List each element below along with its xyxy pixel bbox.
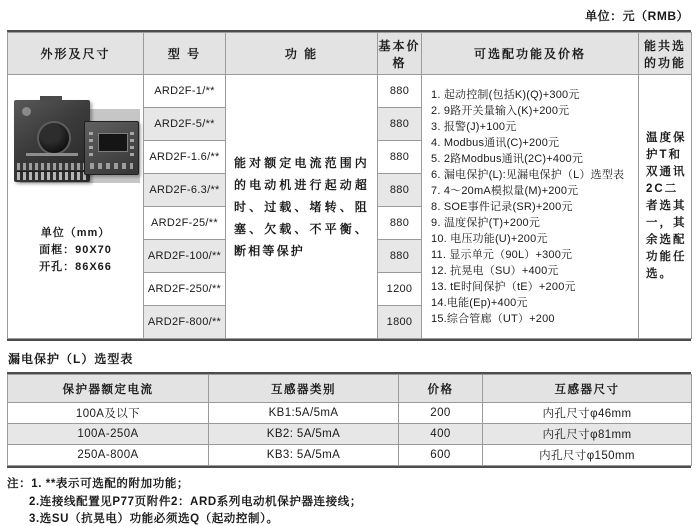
model-cell: ARD2F-250/**: [144, 273, 226, 306]
leakage-row: [8, 424, 692, 445]
transformer-size-cell: 内孔尺寸φ46mm: [483, 403, 692, 424]
dims-frame: 面框：90X70: [39, 244, 112, 256]
leakage-table-wrap: [7, 372, 691, 468]
panel-buttons: [90, 163, 133, 169]
options-cell: [422, 75, 639, 339]
main-price-table: [7, 32, 692, 339]
device-top-tab: [40, 96, 62, 101]
option-item: 6. 漏电保护(L):见漏电保护（L）选型表: [431, 168, 625, 181]
col-header-transformer-size: 互感器尺寸: [483, 375, 692, 403]
price-cell: 880: [378, 207, 422, 240]
price-cell: 880: [378, 174, 422, 207]
transformer-type-cell: KB3: 5A/5mA: [209, 445, 399, 466]
model-cell: ARD2F-1/**: [144, 75, 226, 108]
model-cell: ARD2F-25/**: [144, 207, 226, 240]
col-header-rated-current: 保护器额定电流: [8, 375, 209, 403]
panel-leds-left: [89, 130, 93, 156]
model-cell: ARD2F-100/**: [144, 240, 226, 273]
col-header-function: 功 能: [226, 33, 378, 75]
rated-current-cell: 250A-800A: [8, 445, 209, 466]
function-text: 能对额定电流范围内的电动机进行起动超时、过载、堵转、阻塞、欠载、不平衡、断相等保护: [234, 155, 369, 258]
model-cell: ARD2F-6.3/**: [144, 174, 226, 207]
notes: [7, 476, 691, 526]
col-header-options: 可选配功能及价格: [422, 33, 639, 75]
option-item: 11. 显示单元（90L）+300元: [431, 248, 573, 261]
transformer-type-cell: KB2: 5A/5mA: [209, 424, 399, 445]
leakage-table-title: 漏电保护（L）选型表: [8, 352, 134, 366]
option-item: 14.电能(Ep)+400元: [431, 296, 528, 309]
appearance-cell: [8, 75, 144, 339]
dims-cutout: 开孔：86X66: [39, 261, 112, 273]
rated-current-cell: 100A及以下: [8, 403, 209, 424]
option-item: 15.综合管廊（UT）+200: [431, 312, 555, 325]
protector-device-photo: [14, 100, 90, 182]
price-cell: 880: [378, 240, 422, 273]
col-header-model: 型 号: [144, 33, 226, 75]
device-logo-dot: [22, 107, 31, 116]
option-item: 5. 2路Modbus通讯(2C)+400元: [431, 152, 584, 165]
option-item: 13. tE时间保护（tE）+200元: [431, 280, 576, 293]
main-header-row: [8, 33, 692, 75]
product-photo: [12, 97, 140, 189]
col-header-base-price: 基本价格: [378, 33, 422, 75]
panel-leds-right: [130, 130, 134, 156]
price-cell: 200: [399, 403, 483, 424]
coselect-cell: [639, 75, 692, 339]
transformer-size-cell: 内孔尺寸φ150mm: [483, 445, 692, 466]
option-item: 4. Modbus通讯(C)+200元: [431, 136, 560, 149]
transformer-type-cell: KB1:5A/5mA: [209, 403, 399, 424]
unit-label: 单位：元（RMB）: [585, 9, 689, 23]
leakage-header-row: [8, 375, 692, 403]
col-header-price: 价格: [399, 375, 483, 403]
model-cell: ARD2F-5/**: [144, 108, 226, 141]
leakage-row: [8, 403, 692, 424]
device-terminal-row-upper: [17, 163, 87, 170]
price-cell: 880: [378, 141, 422, 174]
model-row: [8, 75, 692, 108]
panel-screen: [98, 133, 128, 152]
device-terminal-row-lower: [17, 171, 87, 180]
col-header-transformer-type: 互感器类别: [209, 375, 399, 403]
option-item: 12. 抗晃电（SU）+400元: [431, 264, 559, 277]
option-item: 1. 起动控制(包括K)(Q)+300元: [431, 88, 580, 101]
note-line-2: 2.连接线配置见P77页附件2：ARD系列电动机保护器连接线；: [29, 495, 362, 508]
price-cell: 880: [378, 75, 422, 108]
device-label-stripe: [26, 153, 78, 156]
option-item: 3. 报警(J)+100元: [431, 120, 517, 133]
option-item: 9. 温度保护(T)+200元: [431, 216, 541, 229]
price-cell: 600: [399, 445, 483, 466]
leakage-row: [8, 445, 692, 466]
device-round-connector: [37, 121, 71, 155]
price-cell: 1800: [378, 306, 422, 339]
note-line-1: 注：1. **表示可选配的附加功能；: [7, 478, 190, 490]
note-line-3: 3.选SU（抗晃电）功能必须选Q（起动控制）。: [29, 513, 279, 525]
price-cell: 400: [399, 424, 483, 445]
price-cell: 1200: [378, 273, 422, 306]
leakage-selection-table: [7, 374, 692, 466]
col-header-coselect: 能共选的功能: [639, 33, 692, 75]
option-item: 8. SOE事件记录(SR)+200元: [431, 200, 573, 213]
function-cell: [226, 75, 378, 339]
model-cell: ARD2F-1.6/**: [144, 141, 226, 174]
dims-unit: 单位（mm）: [40, 227, 111, 239]
coselect-text: 温度保护T和双通讯2C二者选其一，其余选配功能任选。: [646, 132, 687, 280]
col-header-appearance: 外形及尺寸: [8, 33, 144, 75]
option-item: 2. 9路开关量输入(K)+200元: [431, 104, 570, 117]
display-unit-photo: [84, 121, 139, 175]
option-item: 7. 4～20mA模拟量(M)+200元: [431, 184, 579, 197]
rated-current-cell: 100A-250A: [8, 424, 209, 445]
main-table-wrap: [7, 30, 691, 341]
dimensions-text: [8, 225, 143, 276]
model-cell: ARD2F-800/**: [144, 306, 226, 339]
option-item: 10. 电压功能(U)+200元: [431, 232, 548, 245]
transformer-size-cell: 内孔尺寸φ81mm: [483, 424, 692, 445]
price-cell: 880: [378, 108, 422, 141]
